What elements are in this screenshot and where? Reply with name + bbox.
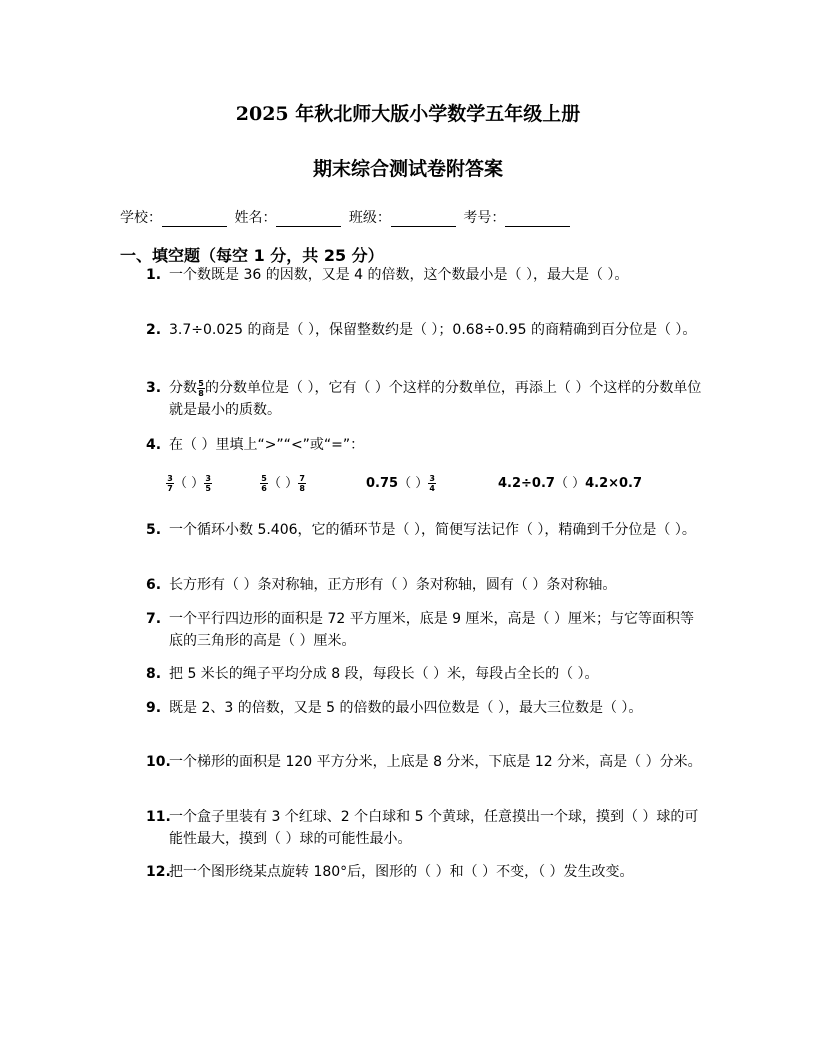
question-text-before: 分数 — [169, 380, 197, 396]
fraction — [197, 379, 205, 398]
question-10 — [146, 751, 702, 773]
question-text: 把 5 米长的绳子平均分成 8 段，每段长（ ）米，每段占全长的（ ）。 — [169, 666, 599, 682]
question-number: 2. — [146, 322, 162, 338]
comparison-left: 0.75 — [366, 476, 399, 491]
question-text: 3.7÷0.025 的商是（ ），保留整数约是（ ）；0.68÷0.95 的商精确到百分位是（ ）。 — [169, 322, 697, 338]
answer-blank: （ ） — [398, 476, 429, 491]
comparison-3 — [366, 472, 436, 493]
question-text: 一个盒子里装有 3 个红球、2 个白球和 5 个黄球，任意摸出一个球，摸到（ ）球的可能性最大，摸到（ ）球的可能性最小。 — [169, 809, 699, 847]
comparison-left: 4.2÷0.7 — [498, 476, 555, 491]
question-number: 11. — [146, 809, 171, 825]
question-number: 10. — [146, 754, 171, 770]
fraction — [204, 474, 212, 493]
question-number: 7. — [146, 611, 162, 627]
fraction-denominator: 8 — [198, 388, 204, 398]
fraction-numerator: 7 — [299, 474, 305, 483]
question-text: 一个梯形的面积是 120 平方分米，上底是 8 分米，下底是 12 分米，高是（ ）分米。 — [169, 754, 702, 770]
question-number: 12. — [146, 864, 171, 880]
question-9 — [146, 697, 702, 719]
exam-number-blank — [505, 212, 570, 227]
exam-title-line1: 2025 年秋北师大版小学数学五年级上册 — [235, 103, 581, 125]
question-6 — [146, 574, 702, 596]
question-number: 5. — [146, 522, 162, 538]
comparison-right: 4.2×0.7 — [585, 476, 643, 491]
question-7 — [146, 608, 702, 652]
name-blank — [276, 212, 341, 227]
name-label: 姓名： — [234, 210, 277, 226]
question-2 — [146, 319, 702, 341]
fraction — [298, 474, 306, 493]
question-12 — [146, 861, 702, 883]
question-text: 一个循环小数 5.406，它的循环节是（ ），简便写法记作（ ），精确到千分位是（ ）。 — [169, 522, 696, 538]
question-8 — [146, 663, 702, 685]
exam-number-label: 考号： — [463, 210, 506, 226]
question-number: 4. — [146, 437, 162, 453]
question-text: 一个数既是 36 的因数，又是 4 的倍数，这个数最小是（ ），最大是（ ）。 — [169, 267, 629, 283]
school-label: 学校： — [120, 210, 162, 226]
comparison-2 — [260, 472, 306, 493]
fraction-denominator: 5 — [205, 484, 211, 493]
class-blank — [391, 212, 456, 227]
question-1 — [146, 264, 702, 286]
comparison-4 — [498, 472, 642, 491]
fraction-denominator: 4 — [429, 484, 435, 493]
school-blank — [162, 212, 227, 227]
answer-blank: （ ） — [268, 476, 299, 491]
question-text: 把一个图形绕某点旋转 180°后，图形的（ ）和（ ）不变，（ ）发生改变。 — [169, 864, 634, 880]
student-info-row — [120, 207, 573, 227]
fraction — [260, 474, 268, 493]
question-number: 9. — [146, 700, 162, 716]
fraction-numerator: 3 — [205, 474, 211, 483]
fraction — [428, 474, 436, 493]
section-title-fill-blanks: 一、填空题（每空 1 分，共 25 分） — [120, 246, 384, 265]
question-number: 3. — [146, 380, 162, 396]
fraction-numerator: 3 — [429, 474, 435, 483]
question-text: 长方形有（ ）条对称轴，正方形有（ ）条对称轴，圆有（ ）条对称轴。 — [169, 577, 617, 593]
fraction-denominator: 6 — [261, 484, 267, 493]
fraction-numerator: 5 — [261, 474, 267, 483]
fraction-numerator: 5 — [198, 378, 204, 388]
answer-blank: （ ） — [174, 476, 205, 491]
question-text-after: 的分数单位是（ ），它有（ ）个这样的分数单位，再添上（ ）个这样的分数单位就是最小的质数。 — [169, 380, 702, 418]
fraction-numerator: 3 — [167, 474, 173, 483]
question-3 — [146, 377, 702, 421]
question-text: 既是 2、3 的倍数，又是 5 的倍数的最小四位数是（ ），最大三位数是（ ）。 — [169, 700, 643, 716]
comparison-1 — [166, 472, 212, 493]
question-4 — [146, 434, 702, 456]
fraction-denominator: 8 — [299, 484, 305, 493]
question-text — [169, 377, 702, 421]
question-text: 一个平行四边形的面积是 72 平方厘米，底是 9 厘米，高是（ ）厘米；与它等面积等底的三角形的高是（ ）厘米。 — [169, 611, 694, 649]
class-label: 班级： — [348, 210, 391, 226]
question-5 — [146, 519, 702, 541]
exam-title-line2: 期末综合测试卷附答案 — [312, 158, 503, 180]
fraction-denominator: 7 — [167, 484, 173, 493]
question-11 — [146, 806, 702, 850]
question-number: 1. — [146, 267, 162, 283]
question-number: 8. — [146, 666, 162, 682]
question-text: 在（ ）里填上“>”“<”或“=”： — [169, 437, 365, 453]
fraction — [166, 474, 174, 493]
answer-blank: （ ） — [554, 476, 586, 491]
question-number: 6. — [146, 577, 162, 593]
